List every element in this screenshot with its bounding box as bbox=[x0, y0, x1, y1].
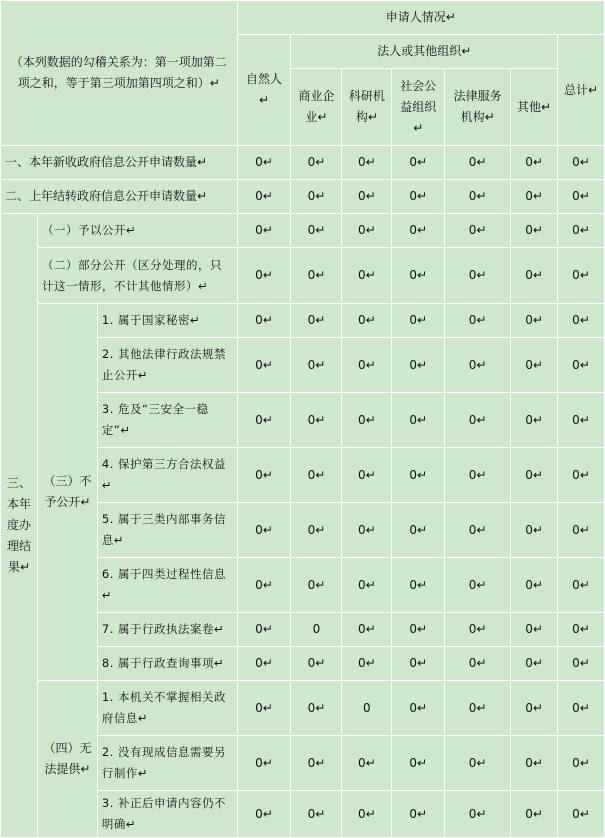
cell-value: 0↵ bbox=[511, 647, 558, 681]
cell-value: 0↵ bbox=[445, 393, 511, 448]
research-header: 科研机构↵ bbox=[342, 69, 392, 146]
cell-value: 0↵ bbox=[342, 448, 392, 503]
cell-value: 0↵ bbox=[558, 448, 605, 503]
cell-value: 0↵ bbox=[558, 248, 605, 304]
table-row bbox=[1, 146, 605, 180]
table-row bbox=[1, 214, 605, 248]
row-label: 3. 补正后申请内容仍不明确↵ bbox=[97, 791, 237, 838]
header-note: （本列数据的勾稽关系为：第一项加第二项之和，等于第三项加第四项之和）↵ bbox=[1, 1, 238, 146]
natural-person-header: 自然人↵ bbox=[237, 35, 291, 146]
cell-value: 0↵ bbox=[342, 304, 392, 338]
cell-value: 0↵ bbox=[511, 214, 558, 248]
cell-value: 0↵ bbox=[291, 736, 342, 791]
cell-value: 0↵ bbox=[291, 681, 342, 736]
cell-value: 0↵ bbox=[511, 448, 558, 503]
applicant-header: 申请人情况↵ bbox=[237, 1, 604, 35]
cell-value: 0↵ bbox=[445, 558, 511, 613]
row-label: 3. 危及“三安全一稳定”↵ bbox=[97, 393, 237, 448]
cell-value: 0↵ bbox=[237, 393, 291, 448]
cell-value: 0↵ bbox=[558, 558, 605, 613]
cell-value: 0↵ bbox=[291, 180, 342, 214]
cell-value: 0↵ bbox=[445, 647, 511, 681]
cell-value: 0 bbox=[342, 681, 392, 736]
cell-value: 0↵ bbox=[392, 448, 445, 503]
cell-value: 0↵ bbox=[342, 214, 392, 248]
cell-value: 0↵ bbox=[291, 503, 342, 558]
cell-value: 0↵ bbox=[558, 647, 605, 681]
cell-value: 0↵ bbox=[445, 791, 511, 838]
cell-value: 0↵ bbox=[237, 304, 291, 338]
cell-value: 0↵ bbox=[392, 681, 445, 736]
row-label: 二、上年结转政府信息公开申请数量↵ bbox=[1, 180, 238, 214]
row-label: 7. 属于行政执法案卷↵ bbox=[97, 613, 237, 647]
cell-value: 0↵ bbox=[392, 791, 445, 838]
cell-value: 0↵ bbox=[392, 558, 445, 613]
cell-value: 0↵ bbox=[291, 558, 342, 613]
cell-value: 0↵ bbox=[237, 503, 291, 558]
cell-value: 0↵ bbox=[558, 613, 605, 647]
cell-value: 0↵ bbox=[558, 736, 605, 791]
table-row bbox=[1, 681, 605, 736]
cell-value: 0↵ bbox=[392, 214, 445, 248]
social-header: 社会公益组织↵ bbox=[392, 69, 445, 146]
cell-value: 0 bbox=[291, 613, 342, 647]
cell-value: 0↵ bbox=[342, 393, 392, 448]
cell-value: 0↵ bbox=[342, 338, 392, 393]
row-label: 4. 保护第三方合法权益↵ bbox=[97, 448, 237, 503]
cell-value: 0↵ bbox=[342, 248, 392, 304]
cell-value: 0↵ bbox=[558, 304, 605, 338]
cell-value: 0↵ bbox=[237, 647, 291, 681]
cell-value: 0↵ bbox=[392, 180, 445, 214]
cell-value: 0↵ bbox=[511, 338, 558, 393]
cell-value: 0↵ bbox=[237, 613, 291, 647]
cell-value: 0↵ bbox=[511, 146, 558, 180]
cell-value: 0↵ bbox=[237, 180, 291, 214]
cell-value: 0↵ bbox=[511, 503, 558, 558]
row-label: 1. 属于国家秘密↵ bbox=[97, 304, 237, 338]
cell-value: 0↵ bbox=[511, 393, 558, 448]
cell-value: 0↵ bbox=[291, 248, 342, 304]
cell-value: 0↵ bbox=[342, 791, 392, 838]
cell-value: 0↵ bbox=[445, 338, 511, 393]
cannot-provide-label: （四）无法提供↵ bbox=[37, 681, 97, 838]
table-row bbox=[1, 248, 605, 304]
cell-value: 0↵ bbox=[445, 503, 511, 558]
cell-value: 0↵ bbox=[558, 338, 605, 393]
cell-value: 0↵ bbox=[445, 180, 511, 214]
cell-value: 0↵ bbox=[511, 613, 558, 647]
not-open-label: （三）不予公开↵ bbox=[37, 304, 97, 681]
cell-value: 0↵ bbox=[237, 558, 291, 613]
cell-value: 0↵ bbox=[558, 681, 605, 736]
business-header: 商业企业↵ bbox=[291, 69, 342, 146]
cell-value: 0↵ bbox=[392, 503, 445, 558]
cell-value: 0↵ bbox=[237, 248, 291, 304]
cell-value: 0↵ bbox=[392, 393, 445, 448]
cell-value: 0↵ bbox=[558, 791, 605, 838]
table-row bbox=[1, 180, 605, 214]
cell-value: 0↵ bbox=[445, 448, 511, 503]
cell-value: 0↵ bbox=[392, 146, 445, 180]
cell-value: 0↵ bbox=[445, 681, 511, 736]
legal-org-header: 法人或其他组织↵ bbox=[291, 35, 558, 69]
cell-value: 0↵ bbox=[291, 393, 342, 448]
row-label: 6. 属于四类过程性信息↵ bbox=[97, 558, 237, 613]
row-label: 1. 本机关不掌握相关政府信息↵ bbox=[97, 681, 237, 736]
cell-value: 0↵ bbox=[511, 558, 558, 613]
cell-value: 0↵ bbox=[291, 338, 342, 393]
cell-value: 0↵ bbox=[511, 791, 558, 838]
cell-value: 0↵ bbox=[342, 180, 392, 214]
cell-value: 0↵ bbox=[342, 558, 392, 613]
cell-value: 0↵ bbox=[237, 214, 291, 248]
cell-value: 0↵ bbox=[291, 791, 342, 838]
cell-value: 0↵ bbox=[291, 304, 342, 338]
cell-value: 0↵ bbox=[511, 736, 558, 791]
cell-value: 0↵ bbox=[445, 304, 511, 338]
cell-value: 0↵ bbox=[558, 180, 605, 214]
other-header: 其他↵ bbox=[511, 69, 558, 146]
cell-value: 0↵ bbox=[558, 503, 605, 558]
cell-value: 0↵ bbox=[392, 736, 445, 791]
cell-value: 0↵ bbox=[291, 448, 342, 503]
cell-value: 0↵ bbox=[558, 214, 605, 248]
row-label: 一、本年新收政府信息公开申请数量↵ bbox=[1, 146, 238, 180]
row-label: （一）予以公开↵ bbox=[37, 214, 237, 248]
cell-value: 0↵ bbox=[237, 338, 291, 393]
cell-value: 0↵ bbox=[392, 248, 445, 304]
table-row bbox=[1, 304, 605, 338]
cell-value: 0↵ bbox=[445, 248, 511, 304]
cell-value: 0↵ bbox=[237, 791, 291, 838]
cell-value: 0↵ bbox=[445, 613, 511, 647]
row-label: 8. 属于行政查询事项↵ bbox=[97, 647, 237, 681]
cell-value: 0↵ bbox=[511, 248, 558, 304]
cell-value: 0↵ bbox=[445, 146, 511, 180]
cell-value: 0↵ bbox=[342, 503, 392, 558]
cell-value: 0↵ bbox=[291, 647, 342, 681]
cell-value: 0↵ bbox=[291, 146, 342, 180]
cell-value: 0↵ bbox=[511, 681, 558, 736]
cell-value: 0↵ bbox=[342, 146, 392, 180]
cell-value: 0↵ bbox=[237, 736, 291, 791]
cell-value: 0↵ bbox=[392, 613, 445, 647]
cell-value: 0↵ bbox=[342, 647, 392, 681]
row-label: （二）部分公开（区分处理的，只计这一情形，不计其他情形）↵ bbox=[37, 248, 237, 304]
results-label: 三、本年度办理结果↵ bbox=[1, 214, 38, 838]
row-label: 2. 其他法律行政法规禁止公开↵ bbox=[97, 338, 237, 393]
cell-value: 0↵ bbox=[237, 448, 291, 503]
cell-value: 0↵ bbox=[558, 393, 605, 448]
total-header: 总计↵ bbox=[558, 35, 605, 146]
cell-value: 0↵ bbox=[511, 304, 558, 338]
cell-value: 0↵ bbox=[392, 338, 445, 393]
row-label: 2. 没有现成信息需要另行制作↵ bbox=[97, 736, 237, 791]
cell-value: 0↵ bbox=[237, 146, 291, 180]
cell-value: 0↵ bbox=[392, 304, 445, 338]
cell-value: 0↵ bbox=[237, 681, 291, 736]
cell-value: 0↵ bbox=[558, 146, 605, 180]
cell-value: 0↵ bbox=[511, 180, 558, 214]
row-label: 5. 属于三类内部事务信息↵ bbox=[97, 503, 237, 558]
cell-value: 0↵ bbox=[392, 647, 445, 681]
cell-value: 0↵ bbox=[342, 613, 392, 647]
cell-value: 0↵ bbox=[342, 736, 392, 791]
cell-value: 0↵ bbox=[445, 736, 511, 791]
cell-value: 0↵ bbox=[445, 214, 511, 248]
legal-service-header: 法律服务机构↵ bbox=[445, 69, 511, 146]
cell-value: 0↵ bbox=[291, 214, 342, 248]
